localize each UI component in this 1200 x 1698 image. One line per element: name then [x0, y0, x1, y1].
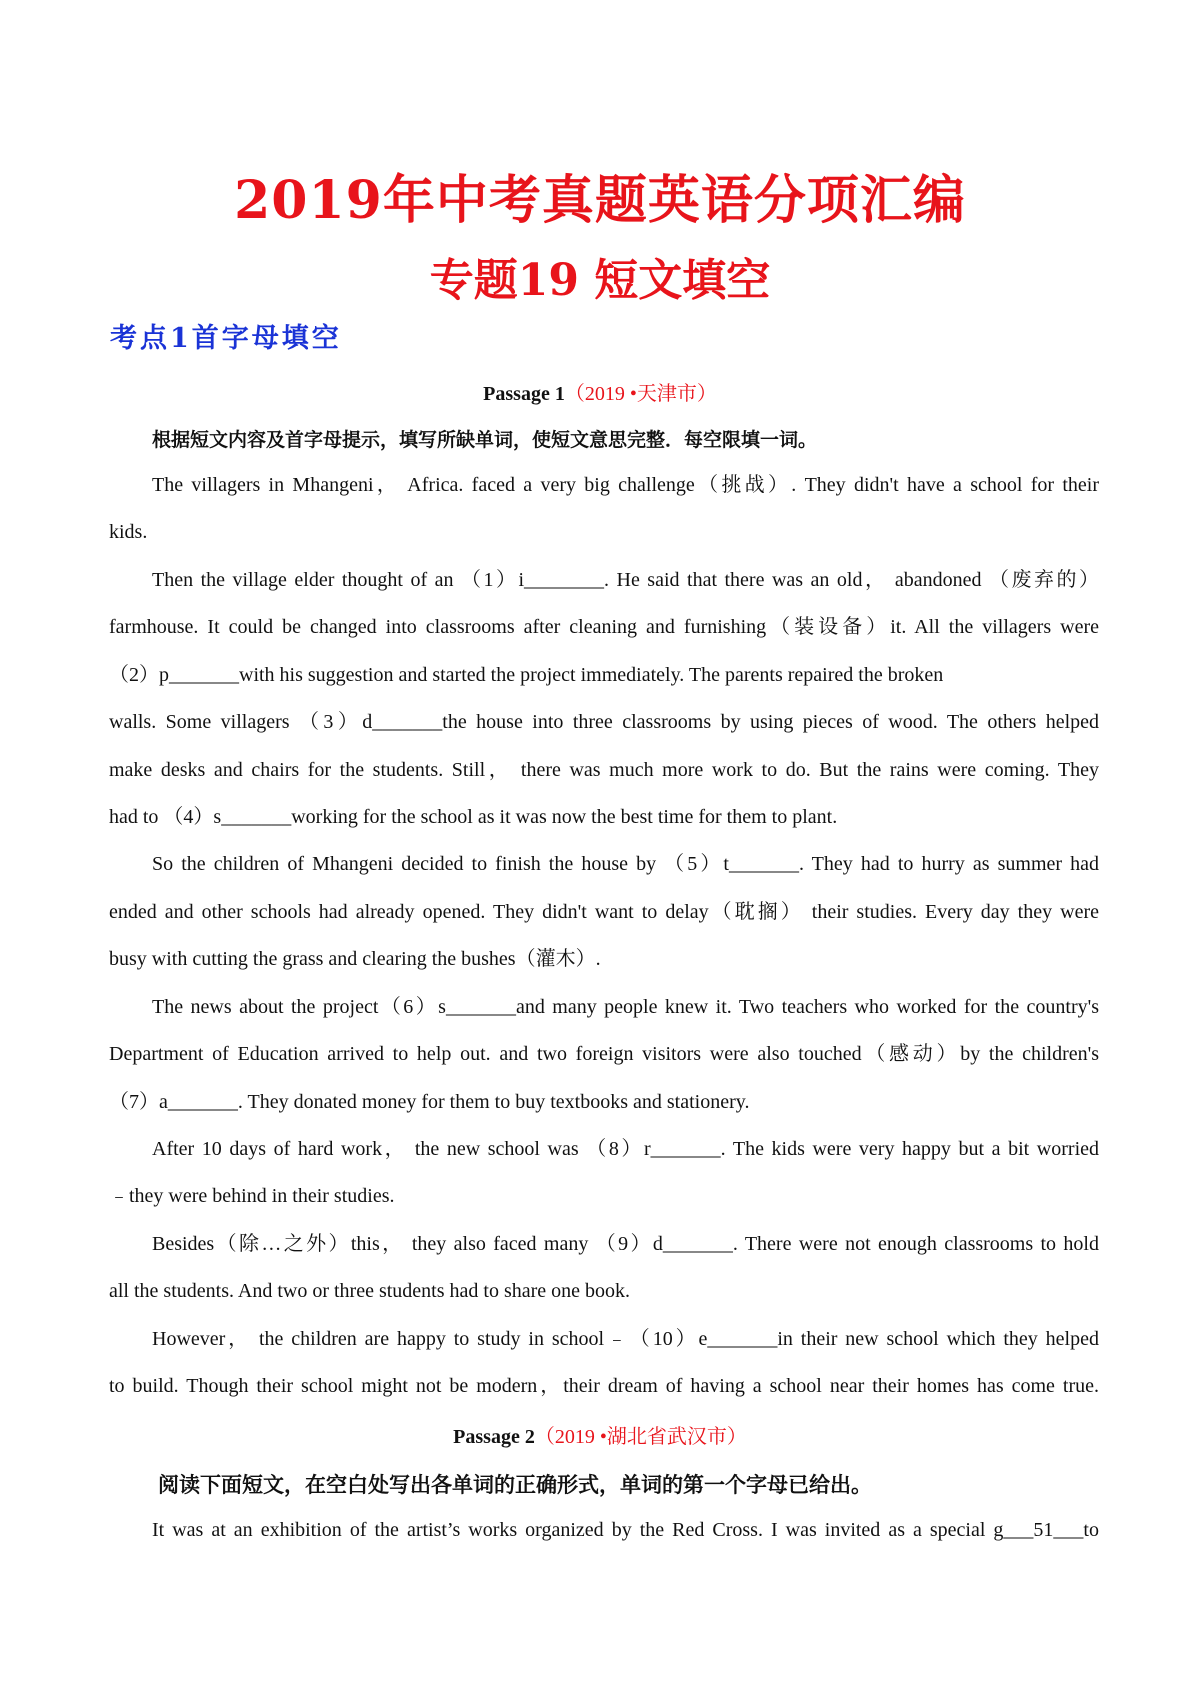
passage2-heading: [0, 1420, 1200, 1449]
passage1-line: busy with cutting the grass and clearing the bushes（灌木）.: [109, 948, 601, 970]
passage1-instruction: 根据短文内容及首字母提示，填写所缺单词，使短文意思完整．每空限填一词。: [152, 429, 818, 451]
passage1-line: （7）a_______. They donated money for them to buy textbooks and stationery.: [109, 1091, 750, 1113]
passage1-line: to build. Though their school might not be modern，their dream of having a school near their homes has come true.: [109, 1375, 1099, 1397]
passage2-line: It was at an exhibition of the artist’s works organized by the Red Cross. I was invited as a special g___51___to: [152, 1519, 1099, 1541]
passage2-source: （2019 •湖北省武汉市）: [534, 1426, 747, 1448]
sub-title: 专题19 短文填空: [429, 255, 771, 306]
passage1-line: walls. Some villagers （3）d_______the house into three classrooms by using pieces of wood. The others helped: [109, 711, 1099, 733]
passage1-heading: [0, 377, 1200, 406]
passage1-line: So the children of Mhangeni decided to finish the house by （5）t_______. They had to hurry as summer had: [152, 853, 1099, 875]
passage1-line: farmhouse. It could be changed into classrooms after cleaning and furnishing（装设备）it. All the villagers were: [109, 616, 1099, 638]
section-heading: 考点1首字母填空: [110, 323, 342, 354]
passage1-name: Passage 1: [483, 383, 565, 405]
passage1-line: Then the village elder thought of an （1）i________. He said that there was an old， abandoned （废弃的）: [152, 569, 1099, 591]
passage1-line: After 10 days of hard work， the new school was （8）r_______. The kids were very happy but a bit worried: [152, 1138, 1099, 1160]
passage1-line: ended and other schools had already opened. They didn't want to delay（耽搁） their studies. Every day they were: [109, 901, 1099, 923]
passage1-line: However， the children are happy to study in school﹣（10）e_______in their new school which they helped: [152, 1328, 1099, 1350]
main-title: 2019年中考真题英语分项汇编: [234, 170, 966, 231]
passage2-name: Passage 2: [453, 1426, 535, 1448]
passage1-source: （2019 •天津市）: [564, 383, 717, 405]
passage1-line: kids.: [109, 521, 148, 543]
passage2-instruction: 阅读下面短文，在空白处写出各单词的正确形式，单词的第一个字母已给出。: [158, 1473, 872, 1497]
passage1-line: The news about the project（6）s_______and many people knew it. Two teachers who worked for the country's: [152, 996, 1099, 1018]
passage1-line: had to （4）s_______working for the school as it was now the best time for them to plant.: [109, 806, 838, 828]
passage1-line: Department of Education arrived to help out. and two foreign visitors were also touched（感动）by the children's: [109, 1043, 1099, 1065]
passage1-line: Besides（除…之外）this， they also faced many （9）d_______. There were not enough classrooms to hold: [152, 1233, 1099, 1255]
passage1-line: make desks and chairs for the students. Still， there was much more work to do. But the rains were coming. They: [109, 759, 1099, 781]
passage1-line: （2）p_______with his suggestion and started the project immediately. The parents repaired the broken: [109, 664, 944, 686]
passage1-line: The villagers in Mhangeni， Africa. faced a very big challenge（挑战）. They didn't have a school for their: [152, 474, 1099, 496]
passage1-line: ﹣they were behind in their studies.: [109, 1185, 395, 1207]
passage1-line: all the students. And two or three students had to share one book.: [109, 1280, 631, 1302]
